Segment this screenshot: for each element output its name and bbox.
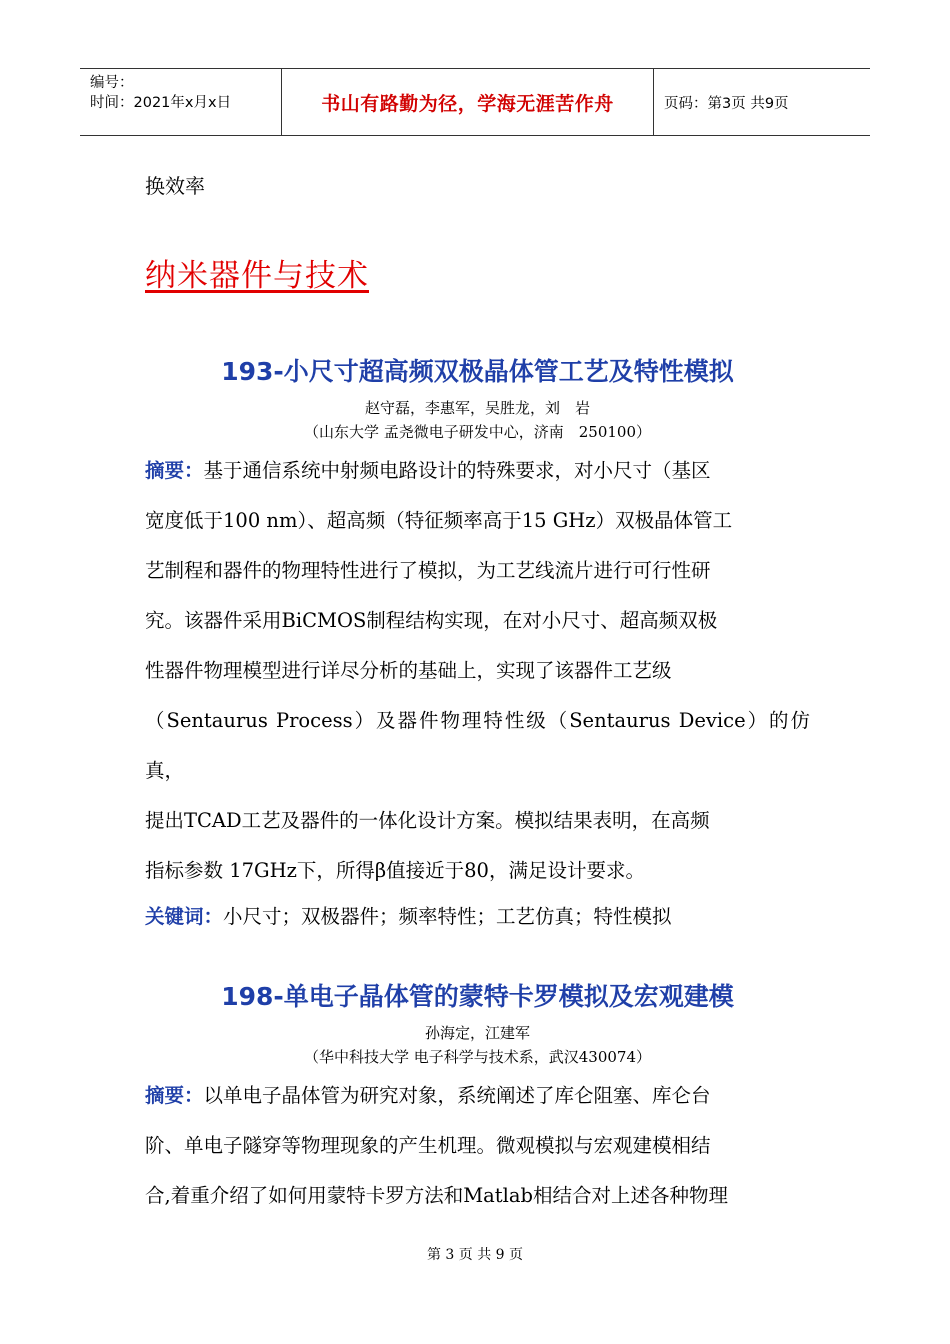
- abstract-line: 阶、单电子隧穿等物理现象的产生机理。微观模拟与宏观建模相结: [145, 1134, 711, 1157]
- article-198: [145, 977, 810, 1221]
- article-abstract: [145, 446, 810, 896]
- abstract-label: 摘要：: [145, 459, 204, 482]
- header-motto: 书山有路勤为径，学海无涯苦作舟: [282, 69, 654, 135]
- article-title: 193-小尺寸超高频双极晶体管工艺及特性模拟: [221, 357, 734, 386]
- article-abstract: [145, 1071, 810, 1221]
- abstract-line: 提出TCAD工艺及器件的一体化设计方案。模拟结果表明，在高频: [145, 809, 710, 832]
- abstract-line: 艺制程和器件的物理特性进行了模拟，为工艺线流片进行可行性研: [145, 559, 711, 582]
- abstract-line: 摘要：基于通信系统中射频电路设计的特殊要求，对小尺寸（基区: [145, 459, 711, 482]
- page-header: [80, 68, 870, 136]
- article-affiliation: （山东大学 孟尧微电子研发中心，济南 250100）: [303, 423, 652, 441]
- abstract-line: 合,着重介绍了如何用蒙特卡罗方法和Matlab相结合对上述各种物理: [145, 1184, 728, 1207]
- abstract-line: 摘要：以单电子晶体管为研究对象，系统阐述了库仑阻塞、库仑台: [145, 1084, 711, 1107]
- section-title: 纳米器件与技术: [145, 258, 369, 294]
- abstract-line: 性器件物理模型进行详尽分析的基础上，实现了该器件工艺级: [145, 659, 672, 682]
- header-meta: [80, 69, 282, 135]
- page-footer: 第 3 页 共 9 页: [426, 1247, 524, 1263]
- keywords-label: 关键词：: [145, 905, 224, 928]
- abstract-line: 究。该器件采用BiCMOS制程结构实现，在对小尺寸、超高频双极: [145, 609, 718, 632]
- abstract-line: （Sentaurus Process）及器件物理特性级（Sentaurus Device）的仿真，: [145, 709, 810, 782]
- article-authors: 赵守磊，李惠军，吴胜龙，刘 岩: [364, 399, 590, 417]
- abstract-line: 指标参数 17GHz下，所得β值接近于80，满足设计要求。: [145, 859, 645, 882]
- keywords-text: 小尺寸；双极器件；频率特性；工艺仿真；特性模拟: [223, 905, 672, 928]
- abstract-label: 摘要：: [145, 1084, 204, 1107]
- abstract-line: 宽度低于100 nm）、超高频（特征频率高于15 GHz）双极晶体管工: [145, 509, 733, 532]
- article-title: 198-单电子晶体管的蒙特卡罗模拟及宏观建模: [221, 982, 734, 1011]
- serial-label: 编号：: [90, 75, 134, 91]
- article-keywords: [145, 902, 810, 932]
- article-affiliation: （华中科技大学 电子科学与技术系，武汉430074）: [303, 1048, 652, 1066]
- date-label: 时间：2021年x月x日: [90, 95, 232, 111]
- article-193: [145, 352, 810, 932]
- article-authors: 孙海定，江建军: [424, 1024, 530, 1042]
- continued-text: 换效率: [145, 174, 205, 198]
- header-page-code: 页码：第3页 共9页: [664, 95, 789, 112]
